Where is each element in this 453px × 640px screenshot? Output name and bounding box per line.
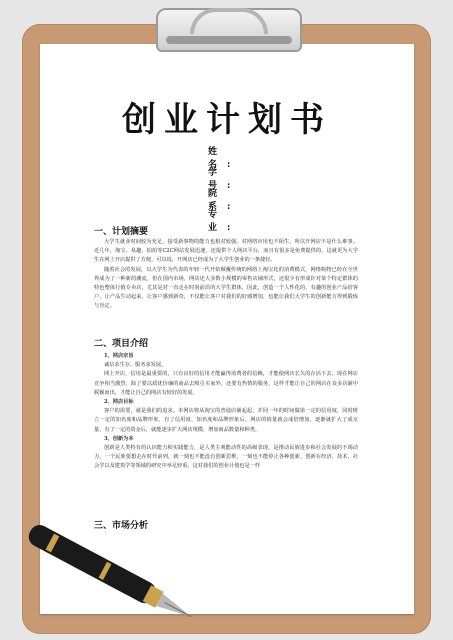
clip-ring xyxy=(190,8,268,34)
subheading: 3、创新为本 xyxy=(104,435,134,442)
paragraph: 客户的需要，就是我们的追求。本网店将从淘宝的普通店铺起起，并同一年的时间做第一定的信用度，同时树立一定的知名度和品牌形象，有了信用度、知名度和品牌形象后，网店的销量就会成倍增加，逐渐就扩大了成交量，有了一定的资金后，就能逐步扩大网店规模，增加商品数量和种类。 xyxy=(94,408,358,433)
info-label: 姓名: xyxy=(208,147,241,170)
info-row-id xyxy=(208,165,242,191)
info-row-name xyxy=(208,144,242,170)
paragraph: 诚信求生存，服务求发展。 xyxy=(104,362,167,369)
info-label: 院系: xyxy=(208,189,241,212)
subheading: 1、网店宗旨 xyxy=(104,353,134,359)
paragraph: 大学生就业时间较为充足，接受新事物的能力也相对较强，对网络应用也不陌生，所以开网店不是什么难事。近几年，淘宝、易趣、拍拍等C2C网站发展迅速，还提供个人网店平台，而且有很多是免费提供的，这就更为大学生在网上开店提供了方便。可以说，开网店已经成为了大学生创业的一条捷径。 xyxy=(94,239,358,264)
paragraph: 创新是人类特有的认识能力和实践能力，是人类主观能动性的高级表现，是推动民族进步和社会发展的不竭动力，一个民族要想走在时代前列，就一刻也不能没有创新思维，一刻也不能停止各种创新。创新在经济、技术、社会学以及建筑学等领域的研究中举足轻重。这对我们的创业计划也是一样 xyxy=(94,445,358,470)
subheading: 2、网店目标 xyxy=(104,399,134,406)
clipboard-clip xyxy=(156,8,302,52)
section-heading-summary: 一、计划摘要 xyxy=(94,227,149,237)
student-info-block xyxy=(208,144,242,233)
section-heading-project: 二、项目介绍 xyxy=(94,339,149,349)
section-heading-market: 三、市场分析 xyxy=(94,521,149,531)
clip-bar xyxy=(166,36,292,44)
info-row-department xyxy=(208,186,242,212)
document-title: 创业计划书 xyxy=(122,100,332,140)
info-label: 学号: xyxy=(208,168,241,191)
fountain-pen-icon xyxy=(0,520,240,640)
paragraph: 随着社会的发展，以大学生为代表的年轻一代开始颠覆传统的网络上淘宝化的消费模式，网络购物已经在全世界成为了一种新的潮流，但在国内市场，网店还大多数小规模的零售店铺形式，还很少有形成针对某个特定群体的特色整体行销专卖店，尤其是对一直走在时尚前沿的大学生群体，因此，创造一个人性化的，有趣的创业产品给客户，让产品生动起来，让客户感到新奇，不仅能让客户对我们的好感增加，也能让我们大学生的创新能力得到锻炼与肯定。 xyxy=(94,266,358,310)
info-label: 专业: xyxy=(208,210,241,233)
section-body-summary xyxy=(94,238,358,312)
info-row-major xyxy=(208,207,242,233)
section-body-project xyxy=(94,352,358,472)
paragraph: 网上开店，信用是最重要的，只有良好的信用才能赢得消费者的信赖，才能使网店长久的存活下去，现在网店竞争相当激烈，除了要以质优价廉的商品去吸引买家外，还要有热情的服务，这样才能让自己的网店在众多店铺中脱颖而出，才能让自己的网店有较好的发展。 xyxy=(94,371,358,396)
